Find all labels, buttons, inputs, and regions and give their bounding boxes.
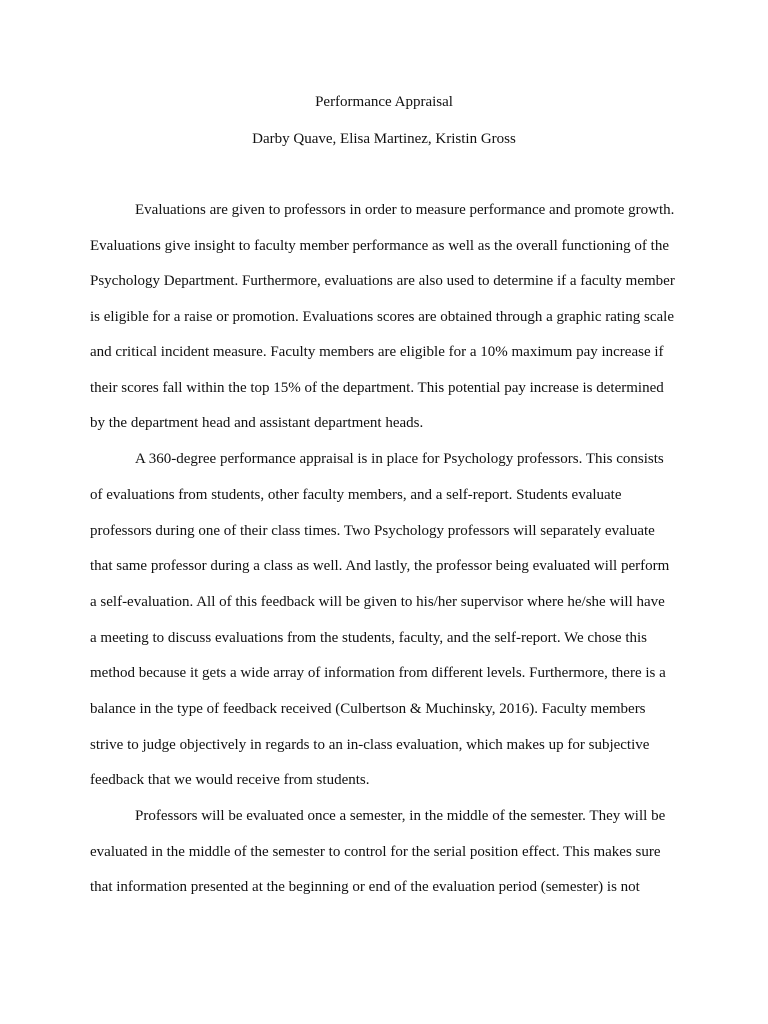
paragraph-1-line-7: by the department head and assistant department heads. — [90, 415, 424, 431]
document-title: Performance Appraisal — [315, 94, 453, 110]
paragraph-2-line-6: a meeting to discuss evaluations from the students, faculty, and the self-report. We chose this — [90, 629, 647, 646]
paragraph-3-line-1: Professors will be evaluated once a semester, in the middle of the semester. They will be — [135, 808, 666, 824]
paragraph-1-line-5: and critical incident measure. Faculty members are eligible for a 10% maximum pay increase if — [90, 344, 664, 360]
document-authors: Darby Quave, Elisa Martinez, Kristin Gross — [252, 131, 516, 147]
paragraph-1-line-4: is eligible for a raise or promotion. Evaluations scores are obtained through a graphic rating scale — [90, 308, 674, 325]
paragraph-1-line-3: Psychology Department. Furthermore, evaluations are also used to determine if a faculty member — [90, 273, 675, 289]
paragraph-1-line-6: their scores fall within the top 15% of the department. This potential pay increase is determined — [90, 379, 664, 396]
paragraph-2-line-3: professors during one of their class times. Two Psychology professors will separately evaluate — [90, 522, 655, 539]
paragraph-2-line-8: balance in the type of feedback received (Culbertson & Muchinsky, 2016). Faculty members — [90, 701, 646, 717]
paragraph-2-line-4: that same professor during a class as well. And lastly, the professor being evaluated will perform — [90, 558, 670, 574]
paragraph-2-line-7: method because it gets a wide array of information from different levels. Furthermore, there is a — [90, 665, 666, 681]
paragraph-2-line-2: of evaluations from students, other faculty members, and a self-report. Students evaluate — [90, 487, 622, 503]
paragraph-1-line-1: Evaluations are given to professors in order to measure performance and promote growth. — [135, 202, 675, 218]
paragraph-2-line-1: A 360-degree performance appraisal is in place for Psychology professors. This consists — [135, 451, 664, 467]
paragraph-2-line-5: a self-evaluation. All of this feedback will be given to his/her supervisor where he/she will have — [90, 594, 665, 610]
paragraph-3-line-2: evaluated in the middle of the semester to control for the serial position effect. This makes sure — [90, 844, 661, 860]
paragraph-1-line-2: Evaluations give insight to faculty member performance as well as the overall functioning of the — [90, 237, 669, 254]
paragraph-2-line-9: strive to judge objectively in regards to an in-class evaluation, which makes up for subjective — [90, 736, 650, 753]
paragraph-3-line-3: that information presented at the beginning or end of the evaluation period (semester) is not — [90, 879, 640, 895]
paragraph-2-line-10: feedback that we would receive from students. — [90, 772, 370, 788]
